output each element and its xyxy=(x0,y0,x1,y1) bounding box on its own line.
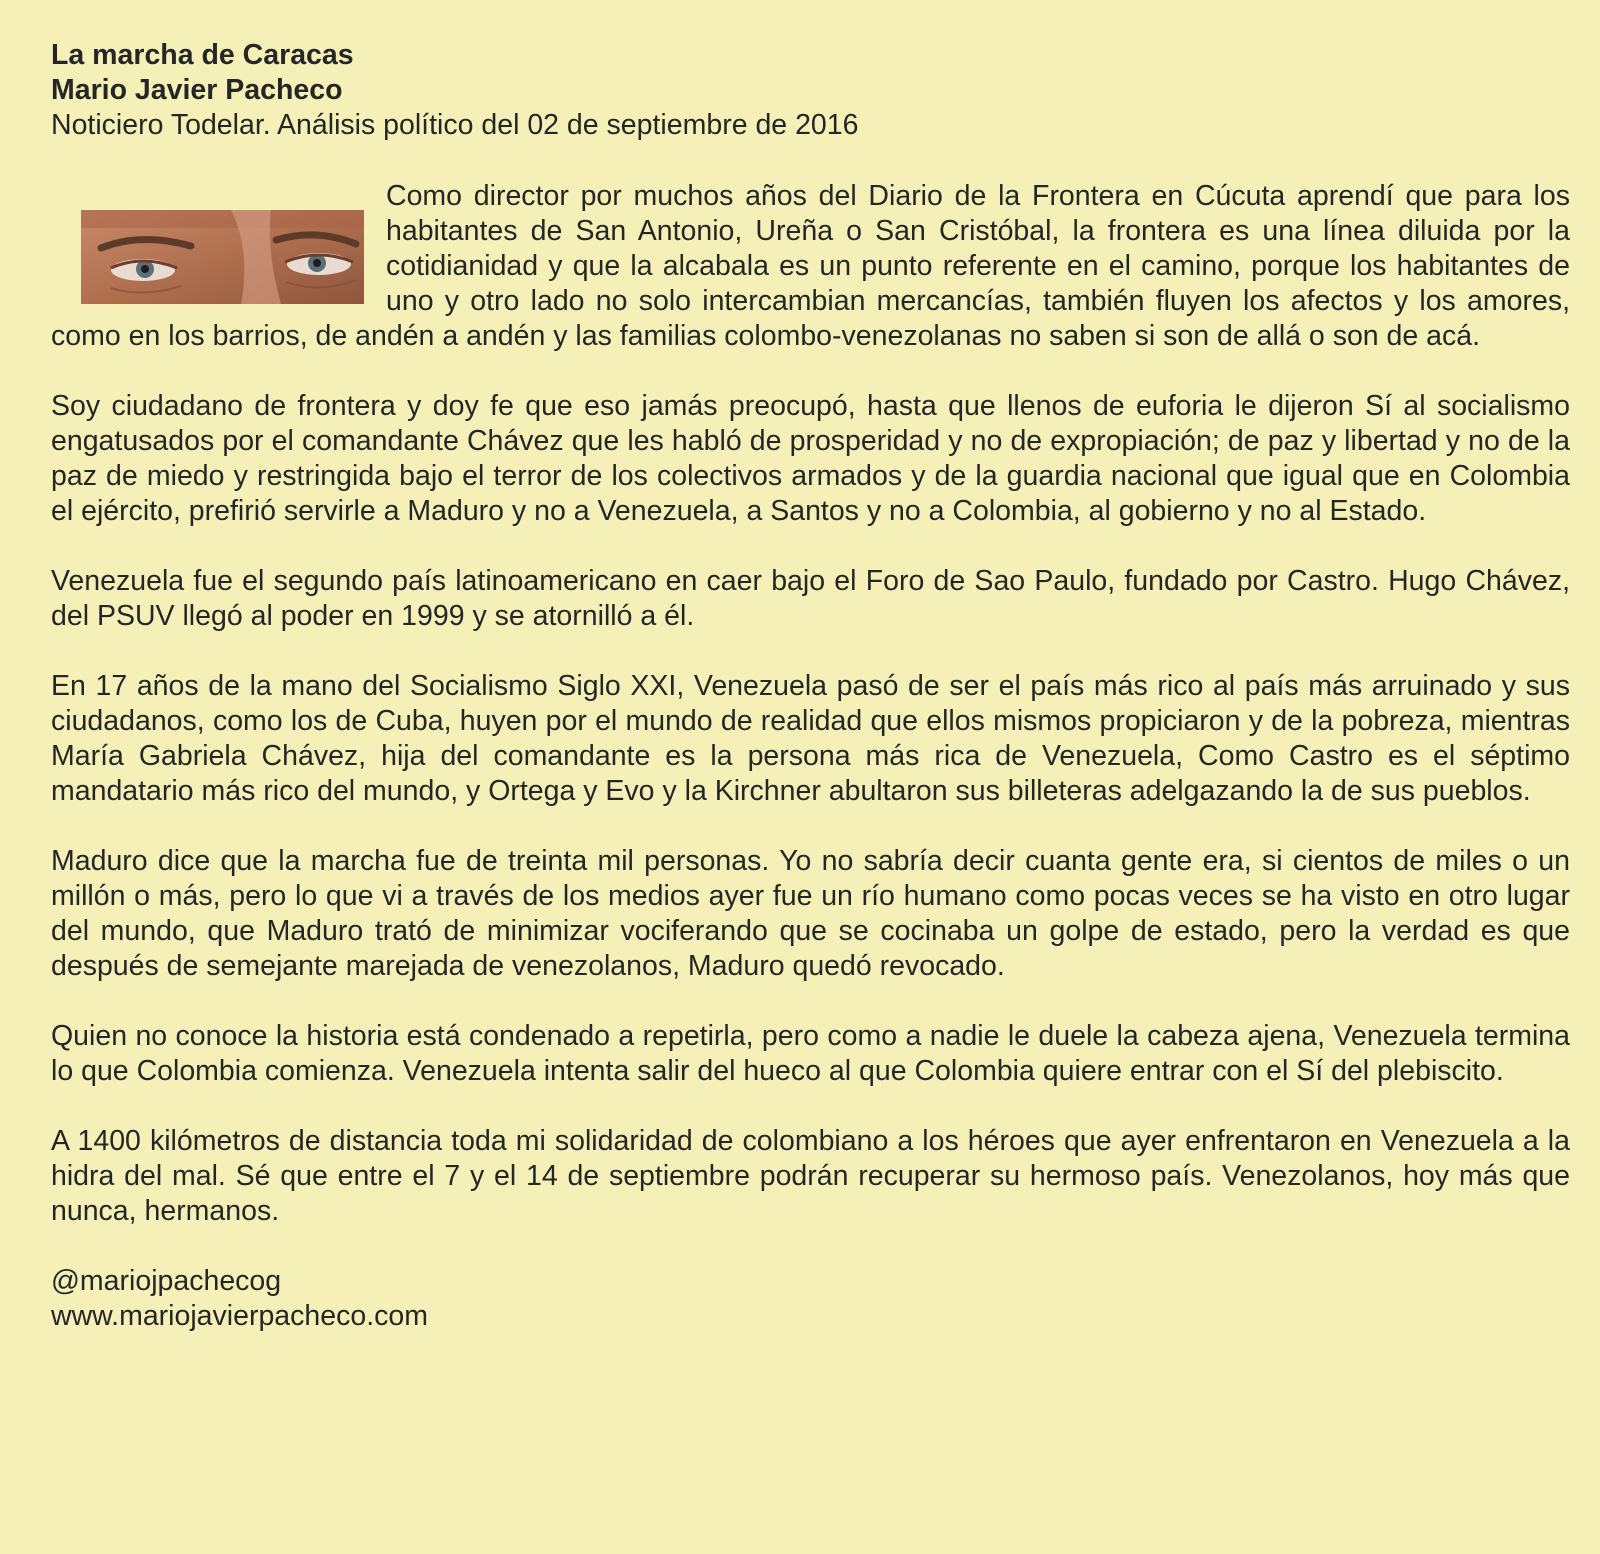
article-paragraph: Soy ciudadano de frontera y doy fe que eso jamás preocupó, hasta que llenos de euforia le dijeron Sí al socialismo engatusados por el comandante Chávez que les habló de prosperidad y no de expropiación; de paz y libertad y no de la paz de miedo y restringida bajo el terror de los colectivos armados y de la guardia nacional que igual que en Colombia el ejército, prefirió servirle a Maduro y no a Venezuela, a Santos y no a Colombia, al gobierno y no al Estado. xyxy=(51,390,1570,527)
twitter-handle: @mariojpachecog xyxy=(51,1265,282,1297)
website-link: www.mariojavierpacheco.com xyxy=(51,1300,428,1332)
article-header xyxy=(51,38,1570,143)
article-signoff xyxy=(51,1264,1570,1334)
article-paragraph: En 17 años de la mano del Socialismo Siglo XXI, Venezuela pasó de ser el país más rico al país más arruinado y sus ciudadanos, como los de Cuba, huyen por el mundo de realidad que ellos mismos propiciaron y de la pobreza, mientras María Gabriela Chávez, hija del comandante es la persona más rica de Venezuela, Como Castro es el séptimo mandatario más rico del mundo, y Ortega y Evo y la Kirchner abultaron sus billeteras adelgazando la de sus pueblos. xyxy=(51,670,1570,807)
article-title: La marcha de Caracas xyxy=(51,39,354,71)
article-author: Mario Javier Pacheco xyxy=(51,74,343,106)
article-paragraph: Como director por muchos años del Diario de la Frontera en Cúcuta aprendí que para los habitantes de San Antonio, Ureña o San Cristóbal, la frontera es una línea diluida por la cotidianidad y que la alcabala es un punto referente en el camino, porque los habitantes de uno y otro lado no solo intercambian mercancías, también fluyen los afectos y los amores, como en los barrios, de andén a andén y las familias colombo-venezolanas no saben si son de allá o son de acá. xyxy=(51,180,1570,352)
author-photo xyxy=(81,210,364,304)
article-paragraph: Venezuela fue el segundo país latinoamericano en caer bajo el Foro de Sao Paulo, fundado por Castro. Hugo Chávez, del PSUV llegó al poder en 1999 y se atornilló a él. xyxy=(51,565,1570,632)
article-paragraph: Maduro dice que la marcha fue de treinta mil personas. Yo no sabría decir cuanta gente era, si cientos de miles o un millón o más, pero lo que vi a través de los medios ayer fue un río humano como pocas veces se ha visto en otro lugar del mundo, que Maduro trató de minimizar vociferando que se cocinaba un golpe de estado, pero la verdad es que después de semejante marejada de venezolanos, Maduro quedó revocado. xyxy=(51,845,1570,982)
article-paragraph: Quien no conoce la historia está condenado a repetirla, pero como a nadie le duele la cabeza ajena, Venezuela termina lo que Colombia comienza. Venezuela intenta salir del hueco al que Colombia quiere entrar con el Sí del plebiscito. xyxy=(51,1020,1570,1087)
article-subtitle: Noticiero Todelar. Análisis político del 02 de septiembre de 2016 xyxy=(51,109,859,141)
article-paragraph: A 1400 kilómetros de distancia toda mi solidaridad de colombiano a los héroes que ayer enfrentaron en Venezuela a la hidra del mal. Sé que entre el 7 y el 14 de septiembre podrán recuperar su hermoso país. Venezolanos, hoy más que nunca, hermanos. xyxy=(51,1125,1570,1227)
